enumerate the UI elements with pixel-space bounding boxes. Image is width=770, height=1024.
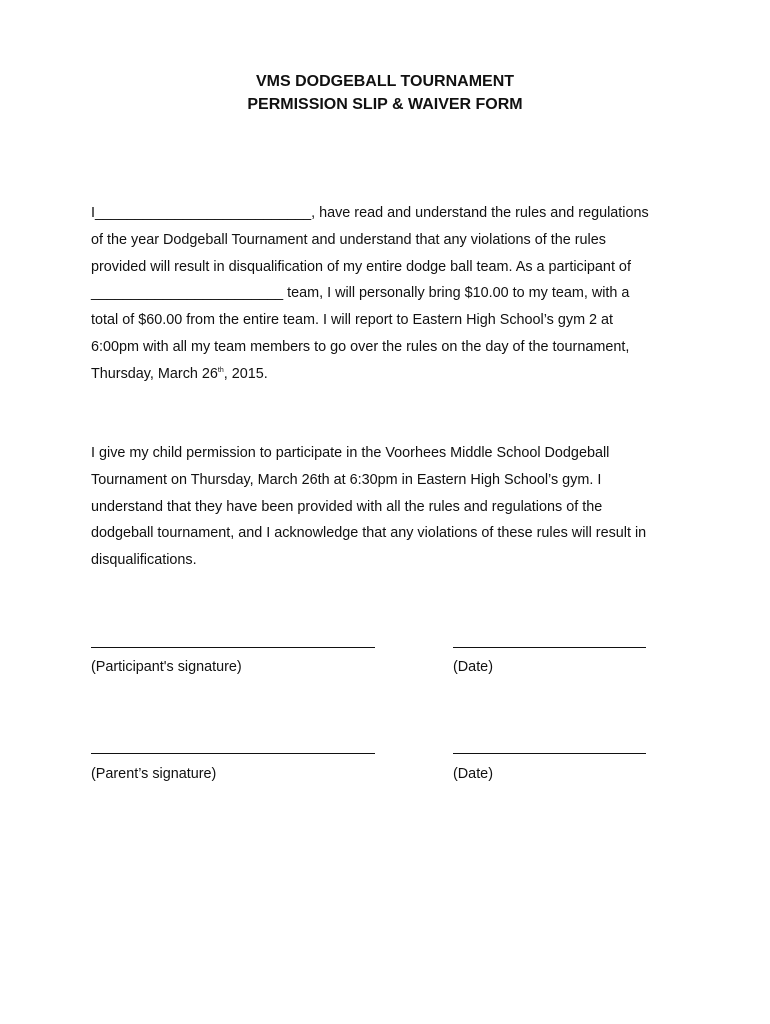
agreement-line-2: of the year Dodgeball Tournament and understand that any violations of the rules bbox=[91, 231, 606, 248]
parent-date-label: (Date) bbox=[453, 766, 493, 782]
agreement-year-text: , 2015. bbox=[223, 365, 268, 382]
parent-date-line[interactable] bbox=[453, 753, 646, 754]
agreement-line-3: provided will result in disqualification of my entire dodge ball team. As a participant of bbox=[91, 258, 631, 275]
participant-signature-line[interactable] bbox=[91, 647, 375, 648]
parent-signature-label: (Parent’s signature) bbox=[91, 766, 217, 782]
title-line-1: VMS DODGEBALL TOURNAMENT bbox=[255, 73, 515, 90]
agreement-line-7 bbox=[91, 361, 691, 388]
permission-line-3: understand that they have been provided with all the rules and regulations of the bbox=[91, 498, 603, 515]
permission-line-5: disqualifications. bbox=[91, 552, 197, 569]
title-line-2: PERMISSION SLIP & WAIVER FORM bbox=[247, 96, 523, 113]
agreement-line-6: 6:00pm with all my team members to go over the rules on the day of the tournament, bbox=[91, 338, 630, 355]
permission-line-2: Tournament on Thursday, March 26th at 6:30pm in Eastern High School’s gym. I bbox=[91, 471, 602, 488]
agreement-line-5: total of $60.00 from the entire team. I will report to Eastern High School’s gym 2 at bbox=[91, 312, 614, 329]
document-title bbox=[0, 70, 770, 116]
participant-date-line[interactable] bbox=[453, 647, 646, 648]
agreement-date-text: Thursday, March 26 bbox=[91, 365, 218, 382]
participant-signature-label: (Participant's signature) bbox=[91, 659, 242, 675]
agreement-paragraph bbox=[91, 200, 691, 388]
ordinal-suffix: th bbox=[217, 366, 224, 374]
agreement-line-1: I___________________________, have read and understand the rules and regulations bbox=[91, 205, 649, 221]
permission-line-4: dodgeball tournament, and I acknowledge that any violations of these rules will result in bbox=[91, 525, 647, 542]
permission-line-1: I give my child permission to participate in the Voorhees Middle School Dodgeball bbox=[91, 445, 610, 461]
parent-signature-line[interactable] bbox=[91, 753, 375, 754]
permission-paragraph bbox=[91, 440, 691, 574]
participant-date-label: (Date) bbox=[453, 659, 493, 675]
agreement-line-4: ________________________ team, I will personally bring $10.00 to my team, with a bbox=[91, 285, 630, 302]
